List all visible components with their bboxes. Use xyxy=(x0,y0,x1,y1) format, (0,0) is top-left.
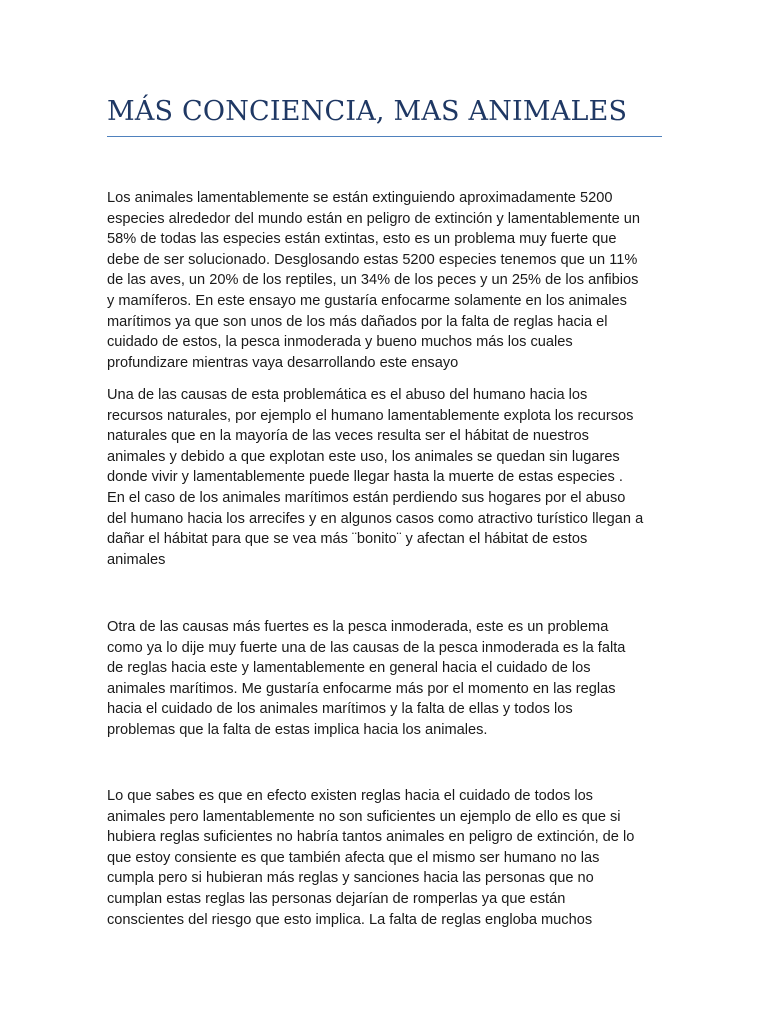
title-underline xyxy=(107,136,662,137)
paragraph-line: Los animales lamentablemente se están extinguiendo aproximadamente 5200 xyxy=(107,190,613,206)
paragraph-line: animales pero lamentablemente no son suficientes un ejemplo de ello es que si xyxy=(107,808,621,825)
paragraph-line: de las aves, un 20% de los reptiles, un 34% de los peces y un 25% de los anfibios xyxy=(107,272,639,289)
paragraph-line: animales y debido a que explotan este uso, los animales se quedan sin lugares xyxy=(107,448,620,465)
paragraph-2 xyxy=(107,385,667,570)
paragraph-line: 58% de todas las especies están extintas, esto es un problema muy fuerte que xyxy=(107,231,617,248)
paragraph-line: profundizare mientras vaya desarrollando este ensayo xyxy=(107,354,459,371)
paragraph-3 xyxy=(107,617,667,741)
paragraph-1 xyxy=(107,188,667,373)
paragraph-line: Lo que sabes es que en efecto existen reglas hacia el cuidado de todos los xyxy=(107,788,593,804)
paragraph-line: debe de ser solucionado. Desglosando estas 5200 especies tenemos que un 11% xyxy=(107,251,638,268)
paragraph-line: recursos naturales, por ejemplo el humano lamentablemente explota los recursos xyxy=(107,407,634,424)
paragraph-line: cuidado de estos, la pesca inmoderada y bueno muchos más los cuales xyxy=(107,334,573,351)
paragraph-line: naturales que en la mayoría de las veces resulta ser el hábitat de nuestros xyxy=(107,428,589,445)
paragraph-line: del humano hacia los arrecifes y en algunos casos como atractivo turístico llegan a xyxy=(107,510,644,527)
paragraph-line: donde vivir y lamentablemente puede llegar hasta la muerte de estas especies . xyxy=(107,469,623,486)
paragraph-4 xyxy=(107,786,667,930)
paragraph-line: dañar el hábitat para que se vea más ¨bonito¨ y afectan el hábitat de estos xyxy=(107,531,588,548)
paragraph-line: cumpla pero si hubieran más reglas y sanciones hacia las personas que no xyxy=(107,870,594,887)
paragraph-line: En el caso de los animales marítimos están perdiendo sus hogares por el abuso xyxy=(107,489,626,506)
paragraph-line: hubiera reglas suficientes no habría tantos animales en peligro de extinción, de lo xyxy=(107,829,635,846)
paragraph-line: conscientes del riesgo que esto implica. La falta de reglas engloba muchos xyxy=(107,911,593,928)
paragraph-line: que estoy consiente es que también afecta que el mismo ser humano no las xyxy=(107,849,600,866)
paragraph-line: Otra de las causas más fuertes es la pesca inmoderada, este es un problema xyxy=(107,619,609,635)
paragraph-line: de reglas hacia este y lamentablemente en general hacia el cuidado de los xyxy=(107,660,591,677)
paragraph-line: Una de las causas de esta problemática es el abuso del humano hacia los xyxy=(107,387,588,403)
paragraph-line: y mamíferos. En este ensayo me gustaría enfocarme solamente en los animales xyxy=(107,292,627,309)
paragraph-line: cumplan estas reglas las personas dejarían de romperlas ya que están xyxy=(107,890,566,907)
document-title: MÁS CONCIENCIA, MAS ANIMALES xyxy=(107,96,628,127)
paragraph-line: animales marítimos. Me gustaría enfocarme más por el momento en las reglas xyxy=(107,680,616,697)
paragraph-line: problemas que la falta de estas implica hacia los animales. xyxy=(107,721,488,738)
paragraph-line: especies alrededor del mundo están en peligro de extinción y lamentablemente un xyxy=(107,210,641,227)
paragraph-line: animales xyxy=(107,551,166,568)
paragraph-line: hacia el cuidado de los animales marítimos y la falta de ellas y todos los xyxy=(107,701,573,718)
paragraph-line: como ya lo dije muy fuerte una de las causas de la pesca inmoderada es la falta xyxy=(107,639,626,656)
paragraph-line: marítimos ya que son unos de los más dañados por la falta de reglas hacia el xyxy=(107,313,608,330)
